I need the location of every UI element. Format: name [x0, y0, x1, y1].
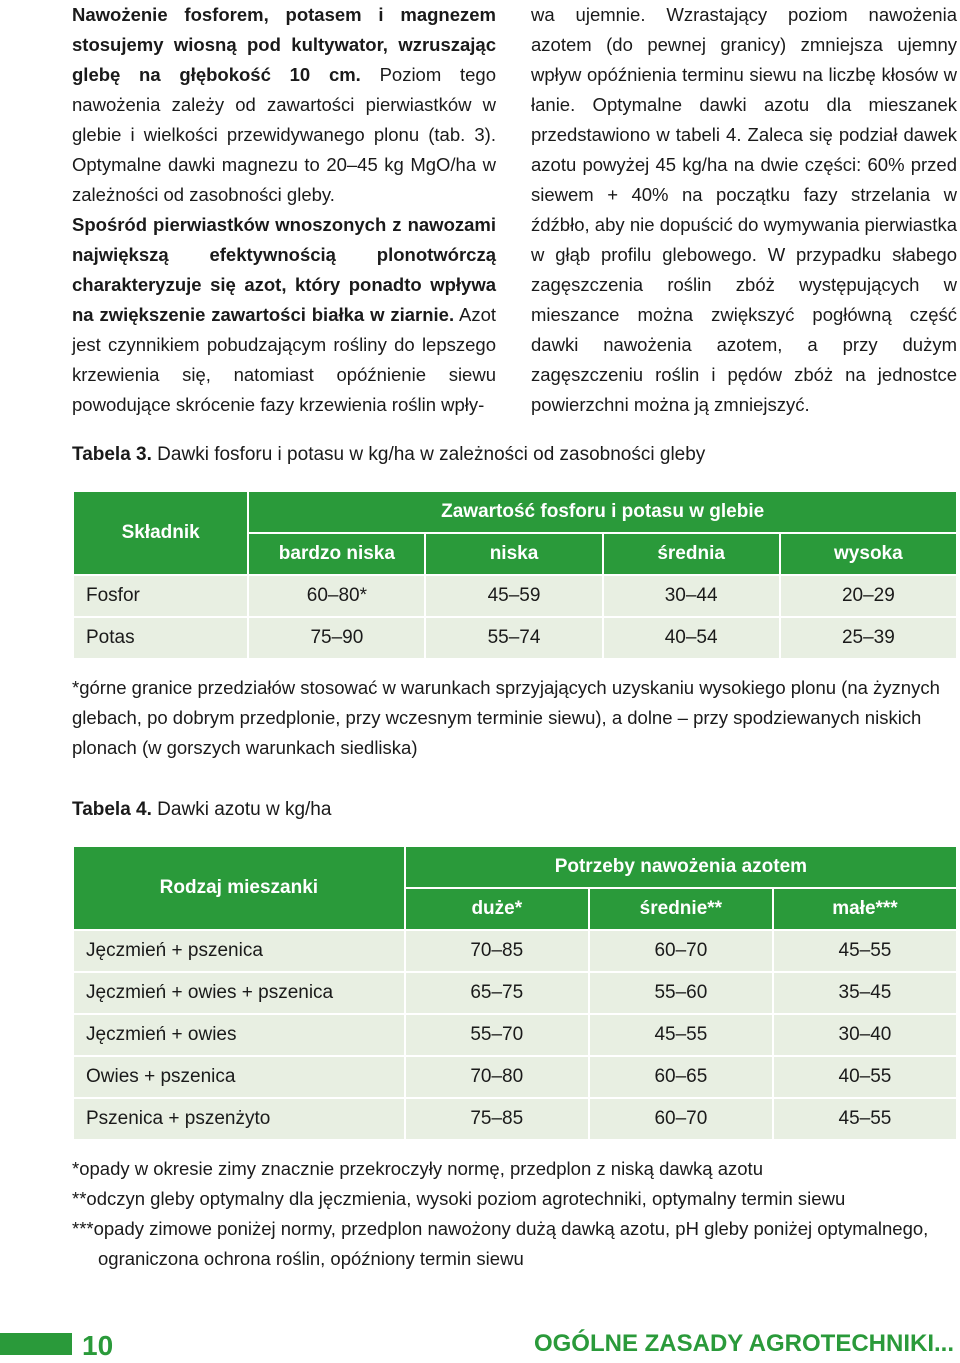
table3-cell: 40–54	[604, 618, 779, 658]
lead-bold-1: Nawożenie fosforem, potasem i magnezem stosujemy wiosną pod kultywator, wzruszając glebę na głębokość 10 cm.	[72, 4, 496, 85]
running-title: OGÓLNE ZASADY AGROTECHNIKI...	[533, 1330, 954, 1357]
page-number: 10	[82, 1330, 114, 1361]
table3	[72, 490, 958, 660]
table3-row-name: Fosfor	[74, 576, 247, 616]
left-paragraph-1	[72, 0, 496, 210]
table4-label: Tabela 4.	[72, 799, 152, 820]
left-text-column	[72, 0, 496, 420]
table3-cell: 60–80*	[249, 576, 424, 616]
table3-label: Tabela 3.	[72, 444, 152, 465]
table4-cell: 55–60	[590, 973, 772, 1013]
table-row	[74, 1099, 956, 1139]
table4-row-name: Jęczmień + owies	[74, 1015, 404, 1055]
table3-caption	[72, 444, 705, 466]
table4-cell: 70–80	[406, 1057, 588, 1097]
table-row	[74, 1057, 956, 1097]
body-text-1: Poziom tego nawożenia zależy od zawartości pierwiastków w glebie i wielkości przewidywanego plonu (tab. 3). Optymalne dawki magnezu to 20–45 kg MgO/ha w zależności od zasobności gleby.	[72, 64, 496, 205]
table4-level-header: małe***	[774, 889, 956, 929]
table3-caption-text: Dawki fosforu i potasu w kg/ha w zależności od zasobności gleby	[151, 444, 706, 465]
table4-cell: 60–65	[590, 1057, 772, 1097]
table4-header-group: Potrzeby nawożenia azotem	[406, 847, 956, 887]
table4-footnote-2: **odczyn gleby optymalny dla jęczmienia, wysoki poziom agrotechniki, optymalny termin siewu	[72, 1188, 846, 1209]
table4	[72, 845, 958, 1141]
table4-cell: 45–55	[590, 1015, 772, 1055]
lead-bold-2: Spośród pierwiastków wnoszonych z nawozami największą efektywnością plonotwórczą charakteryzuje się azot, który ponadto wpływa na zwiększenie zawartości białka w ziarnie.	[72, 214, 496, 325]
table4-cell: 40–55	[774, 1057, 956, 1097]
table3-level-header: niska	[426, 534, 601, 574]
table3-header-component: Składnik	[74, 492, 247, 574]
table4-row-name: Pszenica + pszenżyto	[74, 1099, 404, 1139]
table3-cell: 25–39	[781, 618, 956, 658]
table3-row-name: Potas	[74, 618, 247, 658]
table3-cell: 30–44	[604, 576, 779, 616]
table3-level-header: bardzo niska	[249, 534, 424, 574]
table3-footnote-text: *górne granice przedziałów stosować w warunkach sprzyjających uzyskaniu wysokiego plonu (na żyznych glebach, po dobrym przedplonie, przy wczesnym terminie siewu), a dolne – przy spodziewanych niskich plonach (w gorszych warunkach siedliska)	[72, 677, 940, 758]
table4-cell: 45–55	[774, 931, 956, 971]
table4-cell: 45–55	[774, 1099, 956, 1139]
table-row	[74, 973, 956, 1013]
right-paragraph: wa ujemnie. Wzrastający poziom nawożenia azotem (do pewnej granicy) zmniejsza ujemny wpływ opóźnienia terminu siewu na liczbę kłosów w łanie. Optymalne dawki azotu dla mieszanek przedstawiono w tabeli 4. Zaleca się podział dawek azotu powyżej 45 kg/ha na dwie części: 60% przed siewem + 40% na początku fazy strzelania w źdźbło, aby nie dopuścić do wymywania pierwiastka w głąb profilu glebowego. W przypadku słabego zagęszczenia roślin zbóż występujących w mieszance można zwiększyć pogłówną część dawki nawożenia azotem, a przy dużym zagęszczeniu roślin i pędów zbóż na jednostce powierzchni można ją zmniejszyć.	[531, 4, 957, 415]
table4-cell: 60–70	[590, 931, 772, 971]
table4-cell: 75–85	[406, 1099, 588, 1139]
table-row	[74, 618, 956, 658]
table3-footnote	[72, 673, 956, 763]
table4-cell: 70–85	[406, 931, 588, 971]
table4-footnote-1: *opady w okresie zimy znacznie przekroczyły normę, przedplon z niską dawką azotu	[72, 1158, 763, 1179]
table-row	[74, 576, 956, 616]
table4-level-header: duże*	[406, 889, 588, 929]
table3-level-header: średnia	[604, 534, 779, 574]
table4-level-header: średnie**	[590, 889, 772, 929]
table4-cell: 65–75	[406, 973, 588, 1013]
table4-row-name: Owies + pszenica	[74, 1057, 404, 1097]
table4-row-name: Jęczmień + owies + pszenica	[74, 973, 404, 1013]
right-text-column	[531, 0, 957, 420]
table-row	[74, 931, 956, 971]
table4-caption	[72, 799, 331, 821]
table4-row-name: Jęczmień + pszenica	[74, 931, 404, 971]
table3-header-group: Zawartość fosforu i potasu w glebie	[249, 492, 956, 532]
table4-footnote-3-continued: ograniczona ochrona roślin, opóźniony termin siewu	[98, 1248, 524, 1269]
table4-cell: 30–40	[774, 1015, 956, 1055]
table4-cell: 60–70	[590, 1099, 772, 1139]
table4-caption-text: Dawki azotu w kg/ha	[151, 799, 332, 820]
body-text-2: Azot jest czynnikiem pobudzającym rośliny do lepszego krzewienia się, natomiast opóźnienie siewu powodujące skrócenie fazy krzewienia roślin wpły-	[72, 304, 496, 415]
table3-cell: 20–29	[781, 576, 956, 616]
table4-footnote-3: ***opady zimowe poniżej normy, przedplon nawożony dużą dawką azotu, pH gleby poniżej optymalnego,	[72, 1218, 929, 1239]
table4-header-mix: Rodzaj mieszanki	[74, 847, 404, 929]
table4-footnotes	[72, 1154, 956, 1274]
table4-cell: 55–70	[406, 1015, 588, 1055]
table3-cell: 75–90	[249, 618, 424, 658]
table3-level-header: wysoka	[781, 534, 956, 574]
table-row	[74, 1015, 956, 1055]
table3-cell: 55–74	[426, 618, 601, 658]
table4-cell: 35–45	[774, 973, 956, 1013]
footer-accent-bar	[0, 1333, 72, 1355]
table3-cell: 45–59	[426, 576, 601, 616]
left-paragraph-2	[72, 210, 496, 420]
